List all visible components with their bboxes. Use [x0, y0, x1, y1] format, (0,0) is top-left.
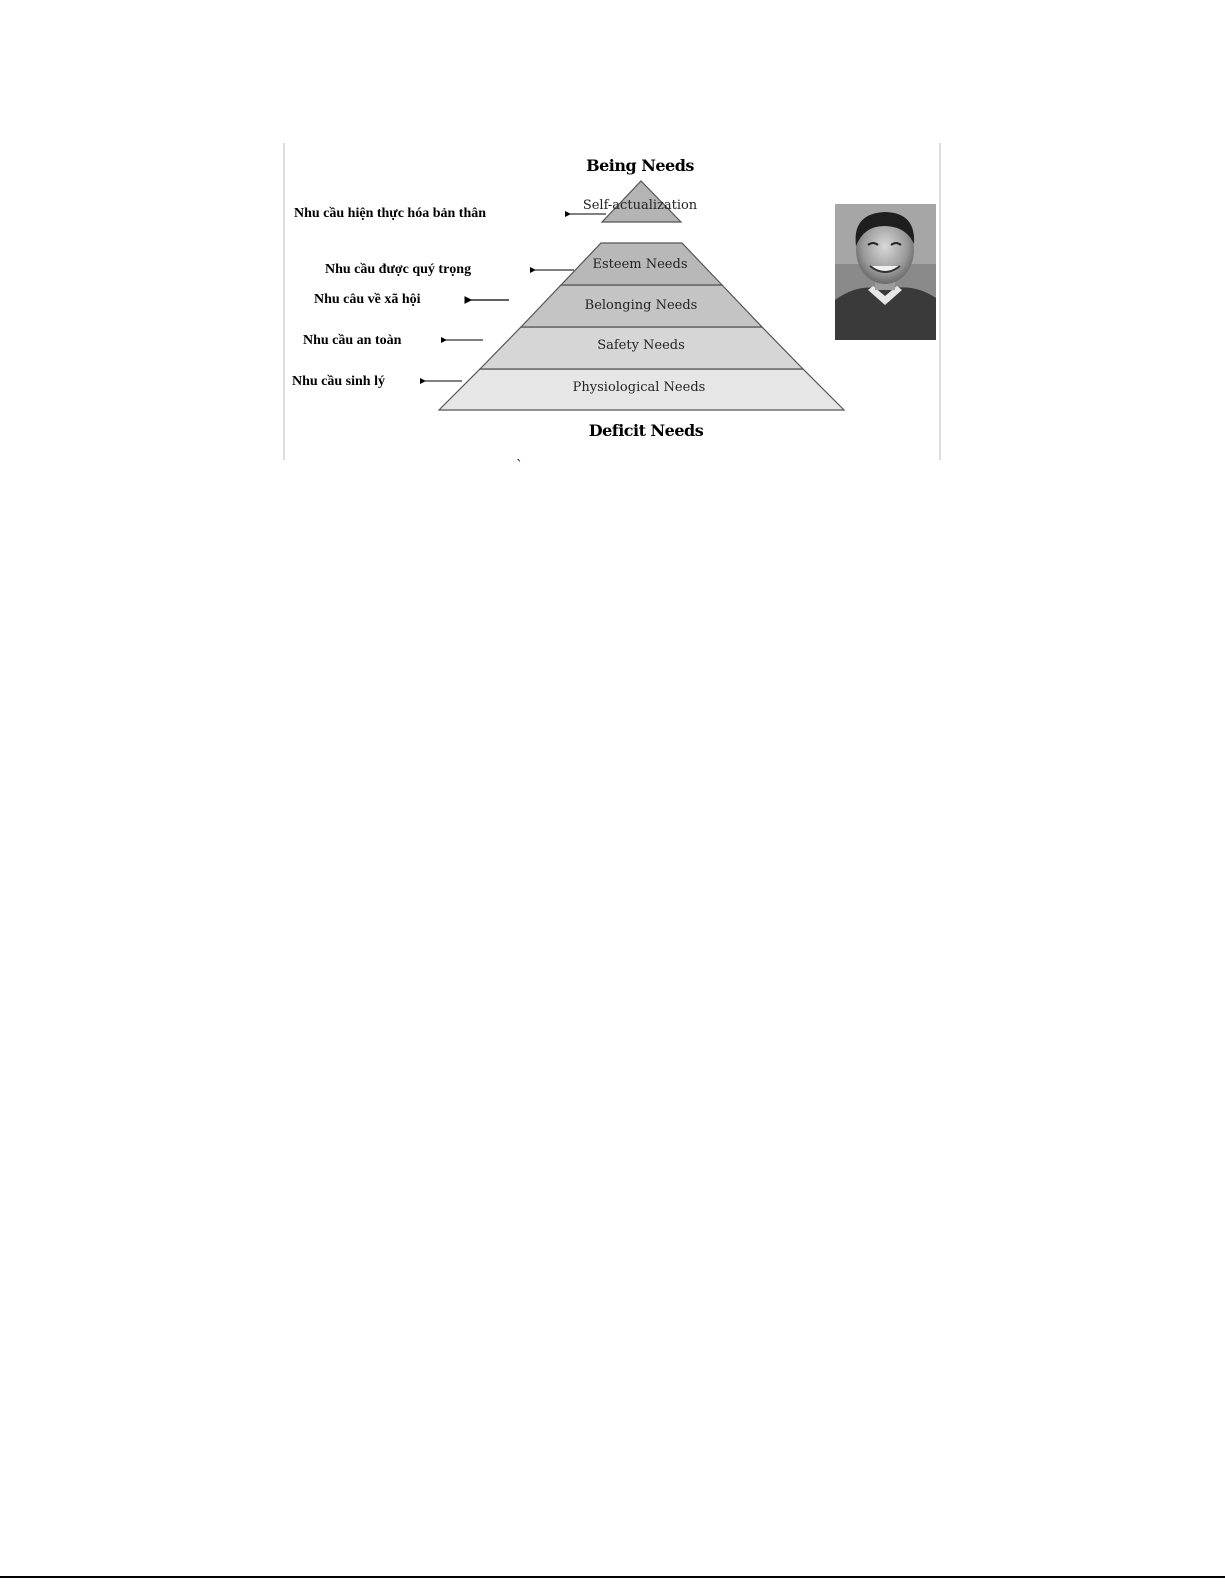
portrait-photo: [835, 204, 936, 340]
layer-label-safety: Safety Needs: [597, 338, 685, 353]
maslow-hierarchy-figure: [0, 0, 1225, 470]
vi-label-belonging: Nhu câu về xã hội: [314, 292, 421, 307]
layer-label-self-actualization: Self-actualization: [582, 198, 698, 213]
layer-label-physiological: Physiological Needs: [572, 380, 706, 395]
top-heading: Being Needs: [586, 156, 694, 175]
vi-label-safety: Nhu cầu an toàn: [303, 333, 402, 348]
stray-mark: `: [516, 458, 523, 470]
vi-label-self-actualization: Nhu cầu hiện thực hóa bản thân: [294, 206, 487, 221]
layer-label-esteem: Esteem Needs: [592, 257, 688, 272]
vi-label-esteem: Nhu cầu được quý trọng: [325, 262, 472, 277]
vi-label-physiological: Nhu cầu sinh lý: [292, 374, 385, 389]
page-bottom-rule: [0, 1576, 1225, 1578]
layer-label-belonging: Belonging Needs: [584, 298, 698, 313]
bottom-heading: Deficit Needs: [588, 421, 704, 440]
